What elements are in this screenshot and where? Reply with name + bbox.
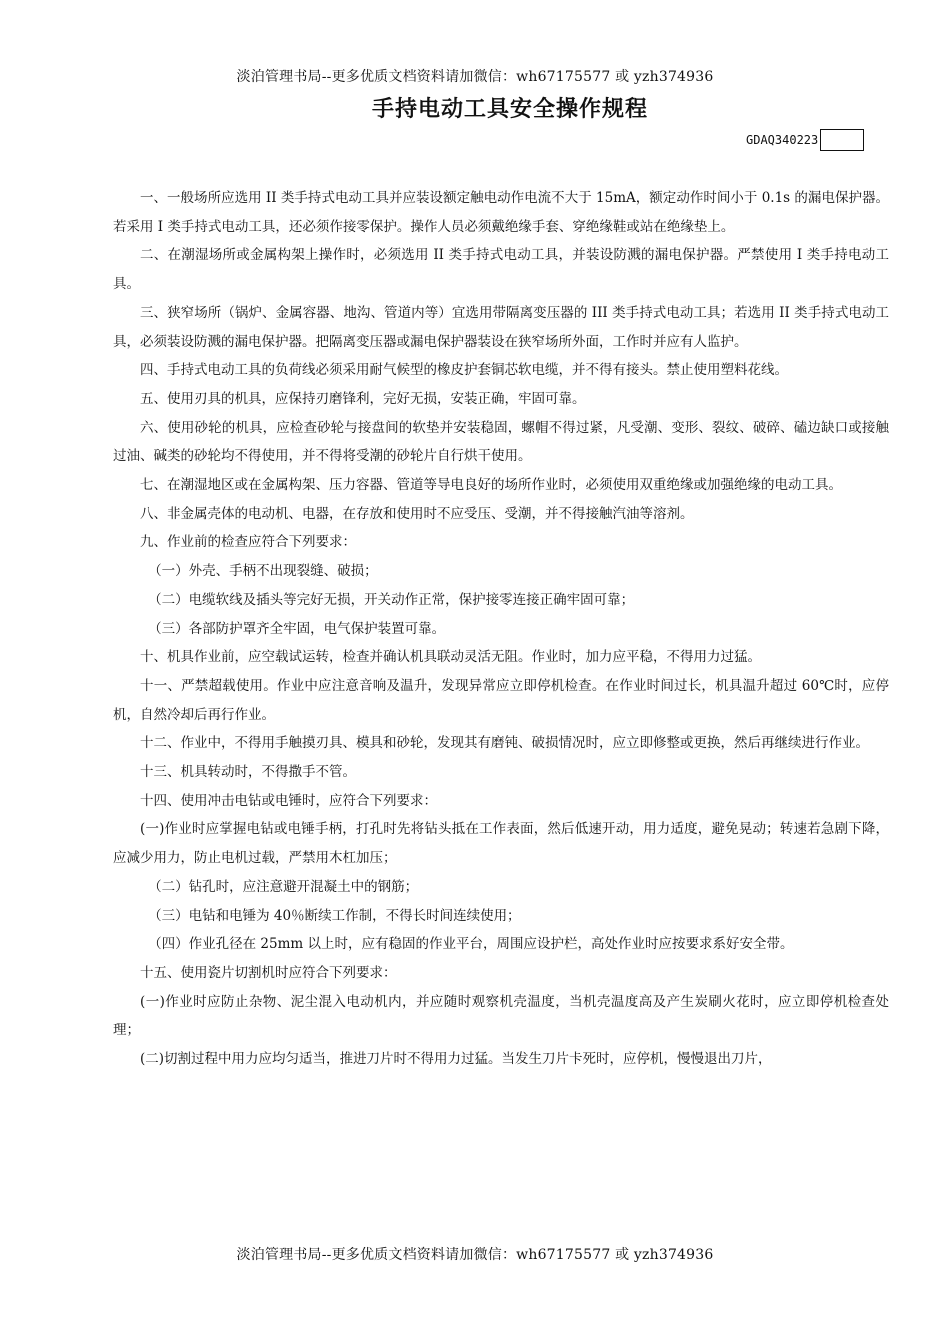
paragraph: 二、在潮湿场所或金属构架上操作时，必须选用 II 类手持式电动工具，并装设防溅的漏电保护器。严禁使用 I 类手持电动工具。 xyxy=(113,247,889,293)
paragraph: 八、非金属壳体的电动机、电器，在存放和使用时不应受压、受潮，并不得接触汽油等溶剂。 xyxy=(140,505,694,522)
page-header: 淡泊管理书局--更多优质文档资料请加微信：wh67175577 或 yzh374936 xyxy=(236,69,714,85)
paragraph: 十、机具作业前，应空载试运转，检查并确认机具联动灵活无阻。作业时，加力应平稳，不得用力过猛。 xyxy=(140,649,761,666)
document-code xyxy=(746,129,864,151)
document-body xyxy=(113,184,889,1074)
paragraph: 十一、严禁超载使用。作业中应注意音响及温升，发现异常应立即停机检查。在作业时间过长，机具温升超过 60℃时，应停机，自然冷却后再行作业。 xyxy=(113,677,889,723)
list-item: （三）各部防护罩齐全牢固，电气保护装置可靠。 xyxy=(148,620,446,637)
list-item: （四）作业孔径在 25mm 以上时，应有稳固的作业平台，周围应设护栏，高处作业时应按要求系好安全带。 xyxy=(148,936,794,953)
paragraph: 十三、机具转动时，不得撒手不管。 xyxy=(140,764,356,781)
paragraph: 五、使用刃具的机具，应保持刃磨锋利，完好无损，安装正确，牢固可靠。 xyxy=(140,390,586,407)
paragraph: 四、手持式电动工具的负荷线必须采用耐气候型的橡皮护套铜芯软电缆，并不得有接头。禁止使用塑料花线。 xyxy=(140,362,788,379)
document-title: 手持电动工具安全操作规程 xyxy=(371,97,648,122)
page-footer: 淡泊管理书局--更多优质文档资料请加微信：wh67175577 或 yzh374936 xyxy=(236,1247,714,1263)
list-item: （二）钻孔时，应注意避开混凝土中的钢筋； xyxy=(148,878,419,895)
list-item: (二)切割过程中用力应均匀适当，推进刀片时不得用力过猛。当发生刀片卡死时，应停机，慢慢退出刀片， xyxy=(140,1051,772,1068)
paragraph: 九、作业前的检查应符合下列要求： xyxy=(140,534,356,551)
paragraph: 十五、使用瓷片切割机时应符合下列要求： xyxy=(140,964,397,981)
list-item: (一)作业时应防止杂物、泥尘混入电动机内，并应随时观察机壳温度，当机壳温度高及产生炭刷火花时，应立即停机检查处理； xyxy=(113,993,889,1039)
list-item: （二）电缆软线及插头等完好无损，开关动作正常，保护接零连接正确牢固可靠； xyxy=(148,591,635,608)
list-item: (一)作业时应掌握电钻或电锤手柄，打孔时先将钻头抵在工作表面，然后低速开动，用力适度，避免晃动；转速若急剧下降，应减少用力，防止电机过载，严禁用木杠加压； xyxy=(113,821,889,867)
list-item: （三）电钻和电锤为 40％断续工作制，不得长时间连续使用； xyxy=(148,907,521,924)
paragraph: 三、狭窄场所（锅炉、金属容器、地沟、管道内等）宜选用带隔离变压器的 III 类手持式电动工具；若选用 II 类手持式电动工具，必须装设防溅的漏电保护器。把隔离变压器或漏电保护器装设在狭窄场所外面，工作时并应有人监护。 xyxy=(113,304,889,350)
paragraph: 七、在潮湿地区或在金属构架、压力容器、管道等导电良好的场所作业时，必须使用双重绝缘或加强绝缘的电动工具。 xyxy=(140,477,842,494)
paragraph: 十二、作业中，不得用手触摸刃具、模具和砂轮，发现其有磨钝、破损情况时，应立即修整或更换，然后再继续进行作业。 xyxy=(140,735,869,752)
document-code-text: GDAQ340223 xyxy=(746,133,819,147)
list-item: （一）外壳、手柄不出现裂缝、破损； xyxy=(148,563,378,580)
paragraph: 十四、使用冲击电钻或电锤时，应符合下列要求： xyxy=(140,792,437,809)
paragraph: 一、一般场所应选用 II 类手持式电动工具并应装设额定触电动作电流不大于 15mA，额定动作时间小于 0.1s 的漏电保护器。若采用 I 类手持式电动工具，还必须作接零保护。操作人员必须戴绝缘手套、穿绝缘鞋或站在绝缘垫上。 xyxy=(113,190,889,235)
code-box xyxy=(820,129,864,151)
paragraph: 六、使用砂轮的机具，应检查砂轮与接盘间的软垫并安装稳固，螺帽不得过紧，凡受潮、变形、裂纹、破碎、磕边缺口或接触过油、碱类的砂轮均不得使用，并不得将受潮的砂轮片自行烘干使用。 xyxy=(113,419,889,465)
